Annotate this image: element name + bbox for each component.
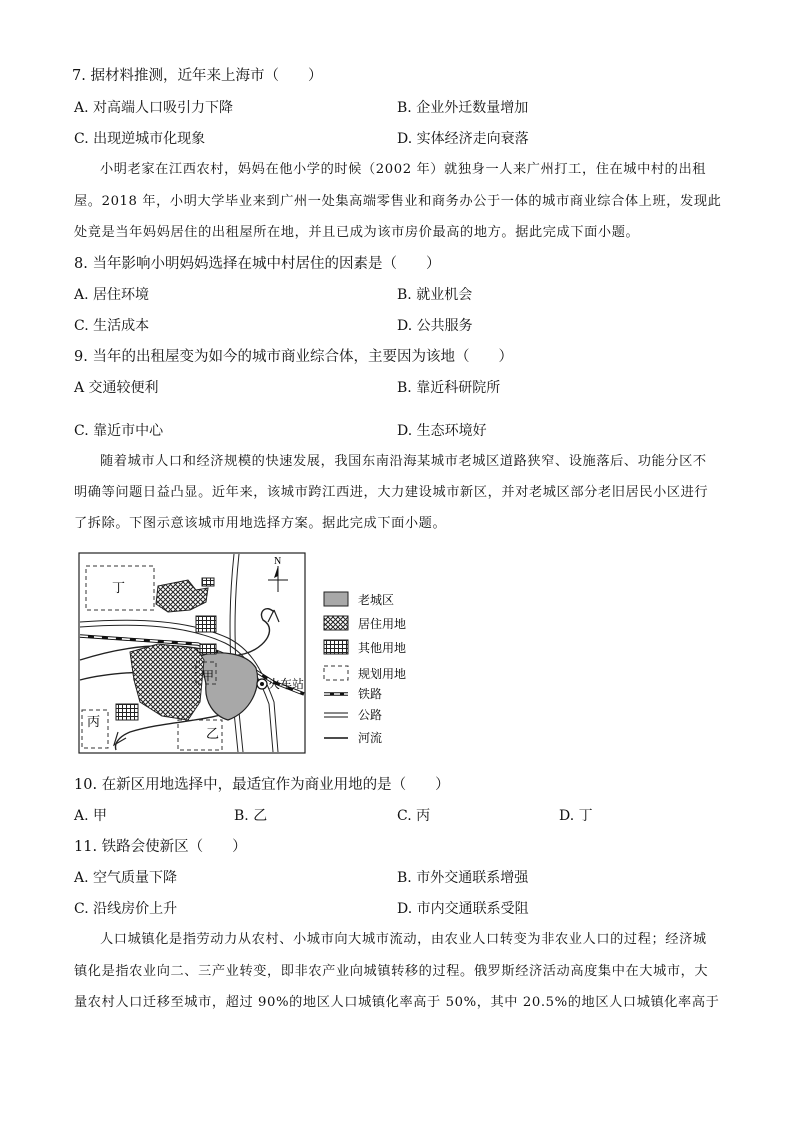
question-9-option-d: D. 生态环境好 (397, 423, 487, 439)
label-bing: 丙 (87, 715, 101, 730)
question-9-option-c: C. 靠近市中心 (74, 423, 164, 439)
legend-planned-label: 规划用地 (358, 667, 407, 681)
legend-river-label: 河流 (358, 731, 383, 745)
legend-railway-label: 铁路 (358, 687, 383, 701)
question-8-stem: 8. 当年影响小明妈妈选择在城中村居住的因素是（ ） (74, 256, 441, 272)
question-10-option-b: B. 乙 (234, 808, 268, 824)
question-9-stem: 9. 当年的出租屋变为如今的城市商业综合体，主要因为该地（ ） (74, 349, 513, 365)
passage-2-line-2: 明确等问题日益凸显。近年来，该城市跨江西进，大力建设城市新区，并对老城区部分老旧居民小区进行 (74, 485, 709, 500)
other-land-4 (202, 578, 214, 586)
passage-1-line-1: 小明老家在江西农村，妈妈在他小学的时候（2002 年）就独身一人来广州打工，住在城中村的出租 (100, 162, 707, 177)
legend-old-city-swatch (324, 592, 348, 606)
question-8-option-a: A. 居住环境 (74, 287, 150, 303)
label-station: 火车站 (268, 677, 305, 691)
question-7-stem: 7. 据材料推测，近年来上海市（ ） (72, 68, 323, 84)
question-10-option-d: D. 丁 (559, 808, 593, 824)
land-use-map-figure (78, 552, 418, 754)
passage-2-line-3: 了拆除。下图示意该城市用地选择方案。据此完成下面小题。 (74, 516, 447, 531)
land-use-map (78, 552, 418, 754)
question-8-option-d: D. 公共服务 (397, 318, 473, 334)
question-11-option-d: D. 市内交通联系受阻 (397, 901, 529, 917)
legend-residential-label: 居住用地 (358, 617, 407, 631)
other-land-3 (116, 704, 138, 720)
question-10-option-c: C. 丙 (397, 808, 431, 824)
label-yi: 乙 (206, 727, 220, 742)
question-8-option-c: C. 生活成本 (74, 318, 150, 334)
legend-old-city-label: 老城区 (358, 593, 395, 607)
question-7-option-d: D. 实体经济走向衰落 (397, 131, 529, 147)
other-land-2 (200, 644, 216, 654)
legend-planned-swatch (324, 666, 348, 680)
legend-road-label: 公路 (358, 708, 383, 722)
question-10-stem: 10. 在新区用地选择中，最适宜作为商业用地的是（ ） (74, 777, 450, 793)
passage-2-line-1: 随着城市人口和经济规模的快速发展，我国东南沿海某城市老城区道路狭窄、设施落后、功能分区不 (100, 454, 707, 469)
question-10-option-a: A. 甲 (74, 808, 108, 824)
passage-3-line-1: 人口城镇化是指劳动力从农村、小城市向大城市流动，由农业人口转变为非农业人口的过程；经济城 (100, 932, 707, 947)
passage-3-line-3: 量农村人口迁移至城市，超过 90%的地区人口城镇化率高于 50%，其中 20.5%的地区人口城镇化率高于 (74, 995, 720, 1010)
other-land-1 (196, 616, 216, 632)
question-11-option-c: C. 沿线房价上升 (74, 901, 178, 917)
passage-1-line-3: 处竟是当年妈妈居住的出租屋所在地，并且已成为该市房价最高的地方。据此完成下面小题。 (74, 225, 640, 240)
passage-1-line-2: 屋。2018 年，小明大学毕业来到广州一处集高端零售业和商务办公于一体的城市商业综合体上班，发现此 (74, 194, 722, 209)
question-9-option-b: B. 靠近科研院所 (397, 380, 501, 396)
label-ding: 丁 (112, 581, 126, 596)
question-7-option-b: B. 企业外迁数量增加 (397, 100, 529, 116)
question-7-option-a: A. 对高端人口吸引力下降 (74, 100, 234, 116)
question-11-option-b: B. 市外交通联系增强 (397, 870, 529, 886)
question-8-option-b: B. 就业机会 (397, 287, 473, 303)
question-7-option-c: C. 出现逆城市化现象 (74, 131, 206, 147)
label-jia: 甲 (202, 669, 215, 683)
question-11-option-a: A. 空气质量下降 (74, 870, 178, 886)
legend-residential-swatch (324, 616, 348, 630)
question-11-stem: 11. 铁路会使新区（ ） (74, 839, 247, 855)
passage-3-line-2: 镇化是指农业向二、三产业转变，即非农产业向城镇转移的过程。俄罗斯经济活动高度集中在大城市，大 (74, 964, 709, 979)
north-label: N (274, 556, 282, 567)
question-9-option-a: A 交通较便利 (74, 380, 159, 396)
legend-other-swatch (324, 640, 348, 654)
legend-other-label: 其他用地 (358, 641, 407, 655)
